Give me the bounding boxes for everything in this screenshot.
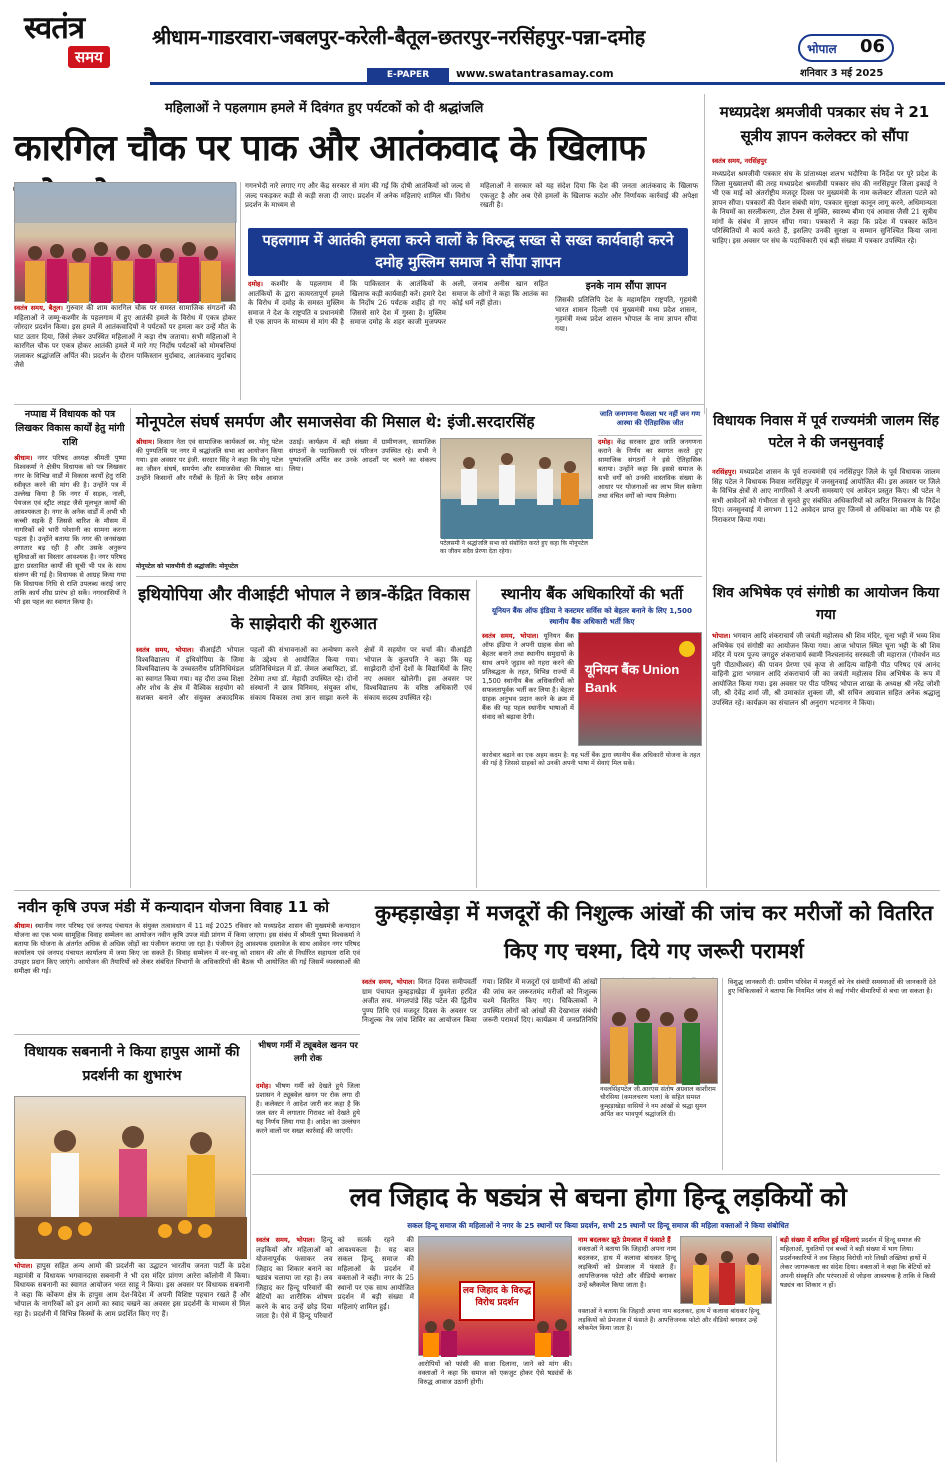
logo-top-text: स्वतंत्र [24, 10, 85, 46]
story9-body [482, 632, 574, 750]
story8-body [136, 646, 472, 884]
story8-headline: इथियोपिया और वीआईटी भोपाल ने छात्र-केंद्रित विकास के साझेदारी की शुरुआत [138, 585, 470, 633]
masthead [0, 0, 945, 84]
story15-side [780, 1236, 940, 1462]
masthead-cities: श्रीधाम-गाडरवारा-जबलपुर-करेली-बैतूल-छतरपुर-नरसिंहपुर-पन्ना-दमोह [152, 25, 645, 49]
story11-body [14, 922, 360, 1030]
story6-text: केंद्र सरकार द्वारा जाति जनगणना कराने के निर्णय का स्वागत करते हुए सामाजिक संगठनों ने इसे ऐतिहासिक बताया। उन्होंने कहा कि इससे समाज के सभी वर्गों को उनकी वास्तविक संख्या के आधार पर योजनाओं का लाभ मिल सकेगा तथा वंचित वर्गों को न्याय मिलेगा। [598, 438, 702, 500]
story3-headline: पहलगाम में आतंकी हमला करने वालों के विरुद्ध सख्त से सख्त कार्यवाही करने दमोह मुस्लिम समाज ने सौंपा ज्ञापन [262, 233, 674, 271]
story5-headline: मोनूपटेल संघर्ष समर्पण और समाजसेवा की मिसाल थे: इंजी.सरदारसिंह [136, 413, 535, 431]
story12-text: विगत दिवस समीपवर्ती ग्राम पंचायत कुम्हड़ाखेड़ा में युवनेता हरदित अजीत सच. मंगलपांडे सिंह पटेल की द्वितीय पुण्य तिथि एवं मजदूर दिवस के अवसर पर निःशुल्क नेत्र जांच शिविर का आयोजन किया गया। शिविर में मजदूरों एवं ग्रामीणों की आंखों की जांच कर जरूरतमंद मरीजों को निःशुल्क चश्मे वितरित किए गए। चिकित्सकों ने उपस्थित लोगों को आंखों की देखभाल संबंधी जरूरी परामर्श दिए। कार्यक्रम में जनप्रतिनिधि [362, 978, 598, 1024]
story9-text: यूनियन बैंक ऑफ इंडिया ने अपनी ग्राहक सेवा को बेहतर बनाने तथा स्थानीय समुदायों के साथ अपने जुड़ाव को गहरा करने की प्रतिबद्धता के तहत, विभिन्न राज्यों में 1,500 स्थानीय बैंक अधिकारियों को सफलतापूर्वक भर्ती कर लिया है। बेहतर ग्राहक अनुभव प्रदान करने के क्रम में बैंक की यह पहल स्थानीय भाषाओं में संवाद को बढ़ावा देगी। [482, 632, 574, 721]
story8-text: वीआईटी भोपाल विश्वविद्यालय में इथियोपिया के जिमा विश्वविद्यालय के उच्चस्तरीय प्रतिनिधिमंडल का स्वागत किया गया। यह दौरा उच्च शिक्षा और शोध के क्षेत्र में वैश्विक सहयोग को सशक्त बनाने और संयुक्त अकादमिक पहलों की संभावनाओं का अन्वेषण करने के उद्देश्य से आयोजित किया गया। प्रतिनिधिमंडल में डॉ. जेमल अबाफिटा, डॉ. टेसेमा तथा डॉ. मेहादी उपस्थित रहे। दोनों संस्थानों ने छात्र विनिमय, संयुक्त शोध, संकाय विकास तथा ज्ञान साझा करने के क्षेत्रों में सहयोग पर चर्चा की। वीआईटी भोपाल के कुलपति ने कहा कि यह साझेदारी दोनों देशों के विद्यार्थियों के लिए नए अवसर खोलेगी। इस अवसर पर विश्वविद्यालय के वरिष्ठ अधिकारी एवं संकाय सदस्य उपस्थित रहे। [136, 646, 472, 702]
story4-byline: श्रीधाम। [14, 454, 33, 462]
story15-headline: लव जिहाद के षड्यंत्र से बचना होगा हिन्दू लड़कियों को [349, 1183, 847, 1213]
divider [130, 408, 131, 888]
issue-date: शनिवार 3 मई 2025 [800, 68, 884, 79]
divider [14, 1034, 360, 1035]
story14-text: भीषण गर्मी को देखते हुये जिला प्रशासन ने ट्यूबवेल खनन पर रोक लगा दी है। कलेक्टर ने आदेश जारी कर कहा है कि जल स्तर में लगातार गिरावट को देखते हुये यह निर्णय लिया गया है। आदेश का उल्लंघन करने वालों पर सख्त कार्रवाई की जाएगी। [256, 1082, 360, 1135]
story15-text: हिन्दू लड़कियों और महिलाओं को योजनापूर्वक फंसाकर लव जिहाद का शिकार बनाने का षड्यंत्र चलाया जा रहा है। लव जिहाद कर हिन्दू परिवारों की बेटियों का शारीरिक शोषण करने के बाद उन्हें छोड़ दिया जाता है। ऐसे में हिन्दू परिवारों को सतर्क रहने की आवश्यकता है। यह बात सकल हिन्दू समाज की महिलाओं के प्रदर्शन में वक्ताओं ने कही। नगर के 25 स्थानों पर एक साथ आयोजित प्रदर्शन में बड़ी संख्या में महिलाएं शामिल हुईं। [256, 1236, 414, 1320]
bank-logo-icon [679, 641, 695, 657]
page-number: 06 [860, 36, 886, 57]
story6-body [598, 438, 702, 570]
story15-byline: स्वतंत्र समय, भोपाल। [256, 1236, 315, 1244]
story11-text: स्थानीय नगर परिषद एवं जनपद पंचायत के संयुक्त तत्वावधान में 11 मई 2025 रविवार को मध्यप्रदेश शासन की मुख्यमंत्री कन्यादान योजना का एक भव्य सामूहिक विवाह सम्मेलन का आयोजन नवीन कृषि उपज मंडी प्रांगण में किया जाएगा। इस संबंध में श्रीमती पुष्पा विश्वकर्मा ने बताया कि योजना के अंतर्गत अधिक से अधिक जोड़ों का पंजीयन कराया जा रहा है। पंजीयन हेतु आवश्यक दस्तावेज के साथ आवेदन नगर परिषद कार्यालय एवं जनपद पंचायत कार्यालय में जमा किए जा सकते हैं। विवाह सम्मेलन में वर-वधू को शासन की ओर से निर्धारित सहायता राशि एवं उपहार प्रदान किए जाएंगे। आयोजन की तैयारियों को लेकर संबंधित विभागों के अधिकारियों की बैठक भी आयोजित की गई जिसमें व्यवस्थाओं की समीक्षा की गई। [14, 922, 360, 975]
story15-side-text: प्रदर्शन में हिन्दू समाज की महिलाओं, युवतियों एवं बच्चों ने बड़ी संख्या में भाग लिया। प्रदर्शनकारियों ने लव जिहाद विरोधी नारे लिखी तख्तियां हाथों में लेकर जागरूकता का संदेश दिया। वक्ताओं ने कहा कि बेटियों को अपनी संस्कृति और परंपराओं से जोड़ना आवश्यक है ताकि वे किसी षड्यंत्र का शिकार न हों। [780, 1236, 936, 1289]
divider [136, 576, 702, 577]
story3-byline: दमोह। [248, 280, 263, 288]
story9-note: कारोबार बढ़ाने का एक अहम कदम है: यह भर्ती बैंक द्वारा स्थानीय बैंक अधिकारी योजना के तहत की गई है जिससे ग्राहकों को उनकी अपनी भाषा में सेवाएं मिल सकें। [482, 752, 701, 768]
union-bank-sign: यूनियन बैंक Union Bank [585, 662, 680, 695]
story7-text: मध्यप्रदेश शासन के पूर्व राज्यमंत्री एवं नरसिंहपुर जिले के पूर्व विधायक जालम सिंह पटेल ने विधायक निवास नरसिंहपुर में जनसुनवाई आयोजित की। इस अवसर पर जिले के विभिन्न क्षेत्रों से आए नागरिकों ने अपनी समस्याएं एवं आवेदन प्रस्तुत किए। श्री पटेल ने सभी आवेदनों को गंभीरता से सुनते हुए संबंधित अधिकारियों को त्वरित निराकरण के निर्देश दिए। जनसुनवाई में लगभग 112 आवेदन प्राप्त हुए जिनमें से अधिकांश का मौके पर ही निराकरण किया गया। [712, 468, 940, 524]
story3-text: कश्मीर के पहलगाम में आतंकियों के द्वारा कायरतापूर्ण हमले के विरोध में दमोह के समस्त मुस्लिम समाज ने देश के राष्ट्रपति व प्रधानमंत्री से एक ज्ञापन के माध्यम से मांग की है कि पाकिस्तान के आतंकियों के खिलाफ कड़ी कार्यवाही करें। हमारे देश के निर्दोष 26 पर्यटक शहीद हो गए जिससे सारे देश में गुस्सा है। मुस्लिम समाज दमोह के शहर काजी मुजफ्फर अली, जनाब अनीस खान सहित समाज के लोगों ने कहा कि आतंक का कोई धर्म नहीं होता। [248, 280, 548, 326]
story10-text: भगवान आदि शंकराचार्य जी जयंती महोत्सव श्री शिव मंदिर, चूना भट्टी में भव्य शिव अभिषेक एवं संगोष्ठी का आयोजन किया गया। आज भोपाल स्थित चूना भट्टी के श्री शिव मंदिर में परम पूज्य जगद्गुरु शंकराचार्य स्वामी निश्चलानंद सरस्वती जी महाराज (गोवर्धन मठ पुरी पीठाधीश्वर) की पावन प्रेरणा एवं कृपा से आदित्य वाहिनी पीठ परिषद एवं आनंद वाहिनी द्वारा भगवान आदि शंकराचार्य जी का जयंती महोत्सव शिव अभिषेक के रूप में आयोजित किया गया। इस अवसर पर पीठ परिषद भोपाल शाखा के अध्यक्ष श्री नरेंद्र जोशी जी, श्री देवेंद्र शर्मा जी, श्री उमाकांत शुक्ला जी, श्री सचिन अग्रवाल सहित अनेक श्रद्धालु उपस्थित रहे। कार्यक्रम का संचालन श्री अनुराग भटनागर ने किया। [712, 632, 940, 707]
edition-city: भोपाल [807, 42, 837, 56]
story13-photo [14, 1096, 246, 1258]
logo-bottom-text: समय [68, 46, 110, 68]
story4-headline: नप्पाद्य में विधायक को पत्र लिखकर विकास कार्यों हेतु मांगी राशि [15, 409, 125, 448]
story7-byline: नरसिंहपुर। [712, 468, 737, 476]
website-link[interactable]: www.swatantrasamay.com [456, 68, 614, 80]
story3-subhead: इनके नाम सौंपा ज्ञापन [585, 281, 667, 292]
speaker-image [681, 1237, 773, 1305]
story1-body2: गगनभेदी नारे लगाए गए और केंद्र सरकार से मांग की गई कि दोषी आतंकियों को जल्द से जल्द पकड़कर कड़ी से कड़ी सजा दी जाए। प्रदर्शन में अनेक महिलाएं शामिल थीं। विरोध प्रदर्शन के माध्यम से [245, 182, 470, 209]
story1-body3: महिलाओं ने सरकार को यह संदेश दिया कि देश की जनता आतंकवाद के खिलाफ एकजुट है और अब ऐसे हमलों के खिलाफ कठोर और निर्णायक कार्रवाई की अपेक्षा रखती है। [480, 182, 698, 209]
masthead-rule [150, 82, 945, 85]
divider [252, 1174, 940, 1175]
story14-byline: दमोह। [256, 1082, 271, 1090]
story6-byline: दमोह। [598, 438, 613, 446]
story15-body [256, 1236, 414, 1462]
story2-headline: मध्यप्रदेश श्रमजीवी पत्रकार संघ ने 21 सूत्रीय ज्ञापन कलेक्टर को सौंपा [719, 103, 930, 145]
story7-body [712, 468, 940, 576]
story11-headline: नवीन कृषि उपज मंडी में कन्यादान योजना विवाह 11 को [18, 898, 329, 916]
divider [14, 404, 704, 405]
divider [706, 408, 707, 888]
story12-photo [600, 978, 718, 1084]
story1-headline: कारगिल चौक पर पाक और आतंकवाद के खिलाफ [14, 128, 645, 169]
story12-side: विशुद्ध जानकारी दी: ग्रामीण परिवेश में मजदूरों को नेत्र संबंधी समस्याओं की जानकारी देते हुए चिकित्सकों ने बताया कि नियमित जांच से कई गंभीर बीमारियों से बचा जा सकता है। [728, 978, 936, 995]
story12-byline: स्वतंत्र समय, भोपाल। [362, 978, 415, 986]
story1-kicker: महिलाओं ने पहलगाम हमले में दिवंगत हुए पर्यटकों को दी श्रद्धांजलि [165, 101, 484, 116]
story8-byline: स्वतंत्र समय, भोपाल। [136, 646, 194, 654]
protest-crowd-image [15, 183, 237, 303]
story15-more-text: वक्ताओं ने बताया कि जिहादी अपना नाम बदलकर, हाथ में कलावा बांधकर हिन्दू लड़कियों को प्रेमजाल में फंसाते हैं। आपत्तिजनक फोटो और वीडियो बनाकर उन्हें ब्लैकमेल किया जाता है। [578, 1308, 760, 1333]
story9-headline: स्थानीय बैंक अधिकारियों की भर्ती [501, 585, 683, 603]
mango-exhibition-image [15, 1097, 247, 1259]
divider [722, 978, 723, 1170]
story1-body1: गुरुवार की शाम कारगिल चौक पर समस्त सामाजिक संगठनों की महिलाओं ने जम्मू-कश्मीर के पहलगाम में हुए आतंकी हमले के विरोध में एकत्र होकर जोरदार प्रदर्शन किया। इस हमले में आतंकवादियों ने पर्यटकों पर हमला कर उन्हें मौत के घाट उतार दिया, जिसे लेकर उपस्थित महिलाओं ने कड़ा रोष जताया। सभी महिलाओं ने कारगिल चौक पर एकत्र होकर आतंकी हमले में मारे गए निर्दोष पर्यटकों को मोमबत्तियां जलाकर श्रद्धांजलि अर्पित की। प्रदर्शन के दौरान पाकिस्तान मुर्दाबाद, आतंकवाद मुर्दाबाद जैसे [14, 304, 236, 369]
story5-body2: कार्यक्रम में बड़ी संख्या में ग्रामीणजन, सामाजिक संगठनों के पदाधिकारी एवं परिजन उपस्थित रहे। सभी ने पुष्पांजलि अर्पित कर उनके आदर्शों पर चलने का संकल्प लिया। [289, 438, 436, 473]
divider [14, 890, 940, 891]
story15-subhead: सकल हिन्दू समाज की महिलाओं ने नगर के 25 स्थानों पर किया प्रदर्शन, सभी 25 स्थानों पर हिन्दू समाज की महिला वक्ताओं ने किया संबोधित [407, 1221, 789, 1230]
protest-banner: लव जिहाद के विरुद्ध विरोध प्रदर्शन [459, 1281, 535, 1321]
story15-mid: आरोपियों को फांसी की सजा दिलाना, जाने को मांग की। वक्ताओं ने कहा कि समाज को एकजुट होकर ऐसे षड्यंत्रों के विरुद्ध आवाज उठानी होगी। [418, 1360, 572, 1386]
story15-tr-head: नाम बदलकर झूठे प्रेमजाल में फंसाते हैं [578, 1236, 671, 1244]
logo[interactable] [24, 10, 144, 80]
story10-body [712, 632, 940, 884]
edition-badge [798, 34, 894, 62]
story1-body-col1 [14, 304, 236, 400]
story10-byline: भोपाल। [712, 632, 731, 640]
story3-side [555, 280, 697, 400]
story3-body [248, 280, 548, 400]
story5-photo [440, 438, 592, 538]
divider [776, 1236, 777, 1462]
story14-headline: भीषण गर्मी में ट्यूबवेल खनन पर लगी रोक [258, 1041, 358, 1064]
story5-photo-caption: पटेलसमी ने श्रद्धांजलि सभा को संबोधित करते हुए कहा कि मोनूपटेल का जीवन सदैव प्रेरणा देता रहेगा। [440, 540, 588, 555]
story1-byline: स्वतंत्र समय, बैतूल। [14, 304, 63, 312]
story9-subhead: यूनियन बैंक ऑफ इंडिया ने कस्टमर सर्विस को बेहतर बनाने के लिए 1,500 स्थानीय बैंक अधिकारी भर्ती किए [492, 606, 692, 626]
divider [240, 182, 241, 400]
story1-photo [14, 182, 236, 302]
story14-body [256, 1082, 360, 1170]
story15-photo [418, 1236, 572, 1356]
story15-more [578, 1308, 772, 1462]
story9-byline: स्वतंत्र समय, भोपाल। [482, 632, 539, 640]
story15-tr [578, 1236, 676, 1304]
eye-camp-image [601, 979, 719, 1085]
story3-subbody: जिसकी प्रतिलिपि देश के महामहिम राष्ट्रपति, गृहमंत्री भारत शासन दिल्ली एवं मुख्यमंत्री मध्य प्रदेश शासन, गृहमंत्री मध्य प्रदेश शासन भोपाल के नाम ज्ञापन सौंपा गया। [555, 296, 697, 333]
story2-body: मध्यप्रदेश श्रमजीवी पत्रकार संघ के प्रांताध्यक्ष शलभ भदौरिया के निर्देश पर पूरे प्रदेश के जिला मुख्यालयों की तरह मध्यप्रदेश श्रमजीवी पत्रकार संघ की नरसिंहपुर जिला इकाई ने भी एक माई को अंतर्राष्ट्रीय मजदूर दिवस पर मुख्यमंत्री के नाम कलेक्टर शीतला पटले को ज्ञापन सौंपा। पत्रकारों की पेंशन संबंधी मांग, पत्रकार सुरक्षा कानून लागू करने, अधिमान्यता के नियमों का सरलीकरण, टोल टैक्स से मुक्ति, स्वास्थ्य बीमा एवं आवास जैसी 21 सूत्रीय मांगों के संबंध में ज्ञापन सौंपा गया। पत्रकारों ने कहा कि प्रदेश में पत्रकार कठिन परिस्थितियों में कार्य करते हैं, इसलिए उनकी सुरक्षा व सम्मान सुनिश्चित किया जाना चाहिए। इस अवसर पर संघ के पदाधिकारी एवं बड़ी संख्या में पत्रकार उपस्थित रहे। [712, 170, 937, 245]
story5-caption: मोनूपटेल को भावभीनी दी श्रद्धांजलि: मोनूपटेल [136, 563, 239, 570]
story2-byline: स्वतंत्र समय, नरसिंहपुर [712, 157, 767, 165]
divider [250, 1040, 251, 1260]
story11-byline: श्रीधाम। [14, 922, 33, 930]
story9-photo [578, 632, 702, 746]
story4-text: नगर परिषद अध्यक्ष श्रीमती पुष्पा विश्वकर्मा ने क्षेत्रीय विधायक को पत्र लिखकर नगर के विभिन्न वार्डों में विकास कार्यों हेतु राशि स्वीकृत करने की मांग की है। उन्होंने पत्र में उल्लेख किया है कि नगर में सड़क, नाली, पेयजल एवं स्ट्रीट लाइट जैसे मूलभूत कार्यों की आवश्यकता है। नगर के अनेक वार्डों में अभी भी कच्ची सड़कें हैं जिससे बारिश के मौसम में नागरिकों को भारी परेशानी का सामना करना पड़ता है। उन्होंने बताया कि नगर की जनसंख्या लगातार बढ़ रही है और उसके अनुरूप सुविधाओं का विस्तार आवश्यक है। नगर परिषद द्वारा प्रस्तावित कार्यों की सूची भी पत्र के साथ संलग्न की गई है। विधायक से आग्रह किया गया कि विधायक निधि से राशि उपलब्ध कराई जाए ताकि कार्य शीघ्र प्रारंभ हो सकें। नगरवासियों ने भी इस पहल का स्वागत किया है। [14, 454, 126, 606]
story6-headline: जाति जनगणना फैसला भर नहीं जन गण आस्था की ऐतिहासिक जीत [598, 410, 702, 436]
story10-headline: शिव अभिषेक एवं संगोष्ठी का आयोजन किया गया [712, 585, 940, 623]
story5-body1: किसान नेता एवं सामाजिक कार्यकर्ता स्व. मोनू पटेल की पुण्यतिथि पर नगर में श्रद्धांजलि सभा का आयोजन किया गया। इस अवसर पर इंजी. सरदार सिंह ने कहा कि मोनू पटेल का जीवन संघर्ष, समर्पण और समाजसेवा की मिसाल था। उन्होंने किसानों और गरीबों के हितों के लिए सदैव आवाज उठाई। [136, 438, 304, 482]
story5-body [136, 438, 436, 562]
story7-headline: विधायक निवास में पूर्व राज्यमंत्री जालम सिंह पटेल ने की जनसुनवाई [713, 413, 939, 451]
story13-text: हापुस सहित अन्य आमो की प्रदर्शनी का उद्घाटन भारतीय जनता पार्टी के प्रदेश महामंत्री व विधायक भगवानदास सबनानी ने भी दस मंदिर प्रांगण आरेरा कॉलोनी में किया। विधायक सबनानी का स्वागत आयोजन भरत साहू ने किया। इस अवसर पर विधायक सबनानी ने कहा कि कोंकण क्षेत्र के हापुस आम देश-विदेश में अपनी विशिष्ट पहचान रखते हैं और भोपाल के नागरिकों को इन आमों का स्वाद चखने का अवसर इस प्रदर्शनी के माध्यम से मिल रहा है। प्रदर्शनी में विभिन्न किस्मों के आम प्रदर्शित किए गए हैं। [14, 1262, 250, 1318]
story13-headline: विधायक सबनानी ने किया हापुस आमों की प्रदर्शनी का शुभारंभ [24, 1044, 240, 1084]
story13-body [14, 1262, 250, 1462]
story3-headline-box [248, 228, 688, 276]
story12-caption: नवलसिंहपटेल जी.आरएस संतोष अग्रवाल काशीराम चौरसिया (कमलचरण भला) के सहित समस्त कुम्हड़ाखेड़ा वासियों ने नम आंखों से श्रद्धा सुमन अर्पित कर भावपूर्ण श्रद्धांजलि दी। [600, 1086, 716, 1119]
story4-body [14, 454, 126, 882]
story15-tr-text: वक्ताओं ने बताया कि जिहादी अपना नाम बदलकर, हाथ में कलावा बांधकर हिन्दू लड़कियों को प्रेमजाल में फंसाते हैं। आपत्तिजनक फोटो और वीडियो बनाकर उन्हें ब्लैकमेल किया जाता है। [578, 1245, 676, 1289]
story12-headline: कुम्हड़ाखेड़ा में मजदूरों की निशुल्क आंखों की जांच कर मरीजों को वितरित किए गए चश्मा, दिये गए जरूरी परामर्श [375, 901, 933, 963]
story13-byline: भोपाल। [14, 1262, 33, 1270]
story5-byline: श्रीधाम। [136, 438, 155, 446]
story15-photo2 [680, 1236, 772, 1304]
divider [704, 94, 705, 414]
ceremony-image [441, 439, 593, 539]
divider [476, 580, 477, 888]
protest-women-image [419, 1317, 573, 1357]
epaper-label: E-PAPER [367, 68, 449, 82]
story15-side-head: बड़ी संख्या में शामिल हुई महिलाएं [780, 1236, 860, 1244]
